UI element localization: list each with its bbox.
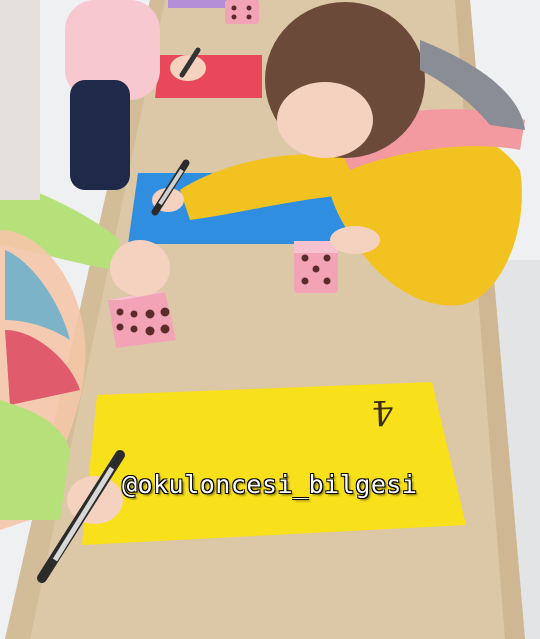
watermark-text: @okuloncesi_bilgesi <box>122 470 418 499</box>
yellow-paper <box>82 382 466 545</box>
near-dice <box>108 292 176 348</box>
handwritten-number: 4 <box>371 391 395 433</box>
far-dice <box>225 0 259 24</box>
red-paper <box>155 55 262 98</box>
middle-dice <box>294 241 338 293</box>
